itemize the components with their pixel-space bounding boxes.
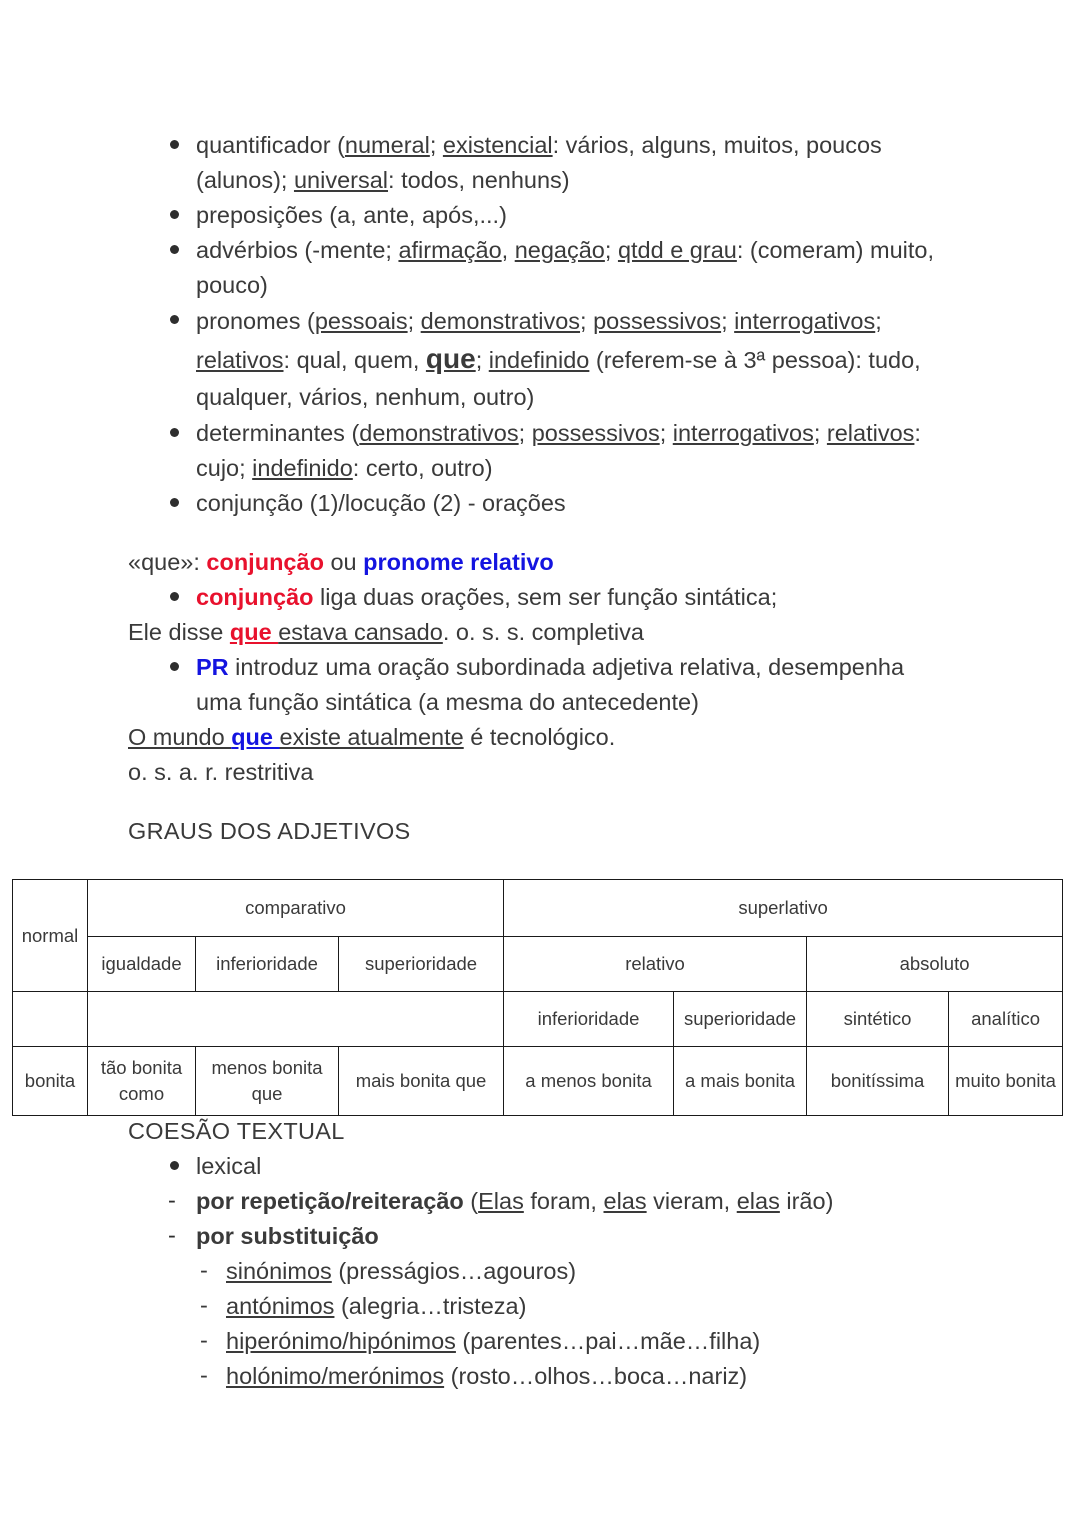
- table-cell: inferioridade: [196, 937, 339, 992]
- page-title-coesao: COESÃO TEXTUAL: [128, 1118, 345, 1144]
- que-intro-line: «que»: conjunção ou pronome relativo: [128, 549, 554, 575]
- list-item-preposicoes: [160, 198, 956, 233]
- dash-marker-icon: -: [200, 1362, 208, 1388]
- table-cell: sintético: [807, 992, 949, 1047]
- list-item-text: hiperónimo/hipónimos (parentes…pai…mãe…filha): [226, 1328, 761, 1354]
- table-cell: a menos bonita: [504, 1047, 674, 1116]
- coesao-subitem-sinonimos: [196, 1254, 986, 1289]
- table-cell: absoluto: [807, 937, 1063, 992]
- table-row: [13, 880, 1063, 937]
- list-item-text: preposições (a, ante, após,...): [196, 202, 507, 228]
- list-item-conjuncao-locucao: [160, 486, 956, 521]
- list-item-text: lexical: [196, 1153, 262, 1179]
- dash-marker-icon: -: [168, 1222, 176, 1248]
- dash-marker-icon: -: [200, 1292, 208, 1318]
- coesao-subitem-hiperonimo: [196, 1324, 986, 1359]
- list-item-determinantes: [160, 416, 956, 486]
- que-bullet-pronome-relativo: [160, 650, 956, 720]
- table-cell: muito bonita: [949, 1047, 1063, 1116]
- bullet-dot-icon: [170, 315, 179, 324]
- word-classes-list: [0, 128, 1080, 521]
- bullet-dot-icon: [170, 498, 179, 507]
- table-cell: superioridade: [339, 937, 504, 992]
- dash-marker-icon: -: [200, 1327, 208, 1353]
- list-item-text: determinantes (demonstrativos; possessivos; interrogativos; relativos: cujo; indefinido: certo, outro): [196, 420, 921, 481]
- table-cell: tão bonita como: [88, 1047, 196, 1116]
- list-item-text: por repetição/reiteração (Elas foram, elas vieram, elas irão): [196, 1188, 834, 1214]
- bullet-dot-icon: [170, 1161, 179, 1170]
- list-item-text: PR introduz uma oração subordinada adjetiva relativa, desempenha uma função sintática (a mesma do antecedente): [196, 654, 905, 715]
- coesao-section: [0, 1114, 1080, 1394]
- table-cell: superlativo: [504, 880, 1063, 937]
- bullet-dot-icon: [170, 210, 179, 219]
- table-cell: inferioridade: [504, 992, 674, 1047]
- graus-heading-wrap: [0, 814, 1080, 849]
- table-row: [13, 992, 1063, 1047]
- table-cell: relativo: [504, 937, 807, 992]
- list-item-text: conjunção (1)/locução (2) - orações: [196, 490, 566, 516]
- que-bullet-conjuncao: [160, 580, 956, 615]
- dash-marker-icon: -: [200, 1257, 208, 1283]
- list-item-text: por substituição: [196, 1223, 379, 1249]
- coesao-subitem-antonimos: [196, 1289, 986, 1324]
- list-item-quantificador: [160, 128, 956, 198]
- bullet-dot-icon: [170, 428, 179, 437]
- table-cell: [13, 992, 88, 1047]
- list-item-text: quantificador (numeral; existencial: vários, alguns, muitos, poucos (alunos); universal: todos, nenhuns): [196, 132, 882, 193]
- page-title-graus: GRAUS DOS ADJETIVOS: [128, 818, 411, 844]
- table-cell: [88, 992, 504, 1047]
- list-item-text: pronomes (pessoais; demonstrativos; possessivos; interrogativos; relativos: qual, quem, que; indefinido (referem-se à 3ª pessoa): tudo, qualquer, vários, nenhum, outro): [196, 308, 921, 410]
- list-item-text: antónimos (alegria…tristeza): [226, 1293, 527, 1319]
- graus-table-wrap: [12, 879, 1062, 1116]
- coesao-item-repeticao: [160, 1184, 976, 1219]
- table-cell: mais bonita que: [339, 1047, 504, 1116]
- bullet-dot-icon: [170, 592, 179, 601]
- graus-table: [12, 879, 1063, 1116]
- coesao-item-substituicao: [160, 1219, 976, 1254]
- table-cell: bonita: [13, 1047, 88, 1116]
- table-cell: comparativo: [88, 880, 504, 937]
- list-item-text: conjunção liga duas orações, sem ser função sintática;: [196, 584, 778, 610]
- coesao-item-lexical: [160, 1149, 956, 1184]
- table-row: [13, 1047, 1063, 1116]
- table-cell: bonitíssima: [807, 1047, 949, 1116]
- table-cell: normal: [13, 880, 88, 992]
- list-item-text: holónimo/merónimos (rosto…olhos…boca…nariz): [226, 1363, 748, 1389]
- que-example-conjuncao: Ele disse que estava cansado. o. s. s. completiva: [128, 619, 644, 645]
- list-item-adverbios: [160, 233, 956, 303]
- table-cell: analítico: [949, 992, 1063, 1047]
- bullet-dot-icon: [170, 140, 179, 149]
- dash-marker-icon: -: [168, 1187, 176, 1213]
- table-cell: a mais bonita: [674, 1047, 807, 1116]
- que-example-pr-note: o. s. a. r. restritiva: [128, 759, 314, 785]
- table-cell: superioridade: [674, 992, 807, 1047]
- table-cell: igualdade: [88, 937, 196, 992]
- table-cell: menos bonita que: [196, 1047, 339, 1116]
- coesao-subitem-holonimo: [196, 1359, 986, 1394]
- list-item-text: sinónimos (presságios…agouros): [226, 1258, 577, 1284]
- list-item-text: advérbios (-mente; afirmação, negação; qtdd e grau: (comeram) muito, pouco): [196, 237, 935, 298]
- table-row: [13, 937, 1063, 992]
- que-example-pronome-relativo: O mundo que existe atualmente é tecnológico.: [128, 724, 616, 750]
- bullet-dot-icon: [170, 245, 179, 254]
- bullet-dot-icon: [170, 662, 179, 671]
- que-section: [0, 545, 1080, 790]
- list-item-pronomes: [160, 303, 956, 416]
